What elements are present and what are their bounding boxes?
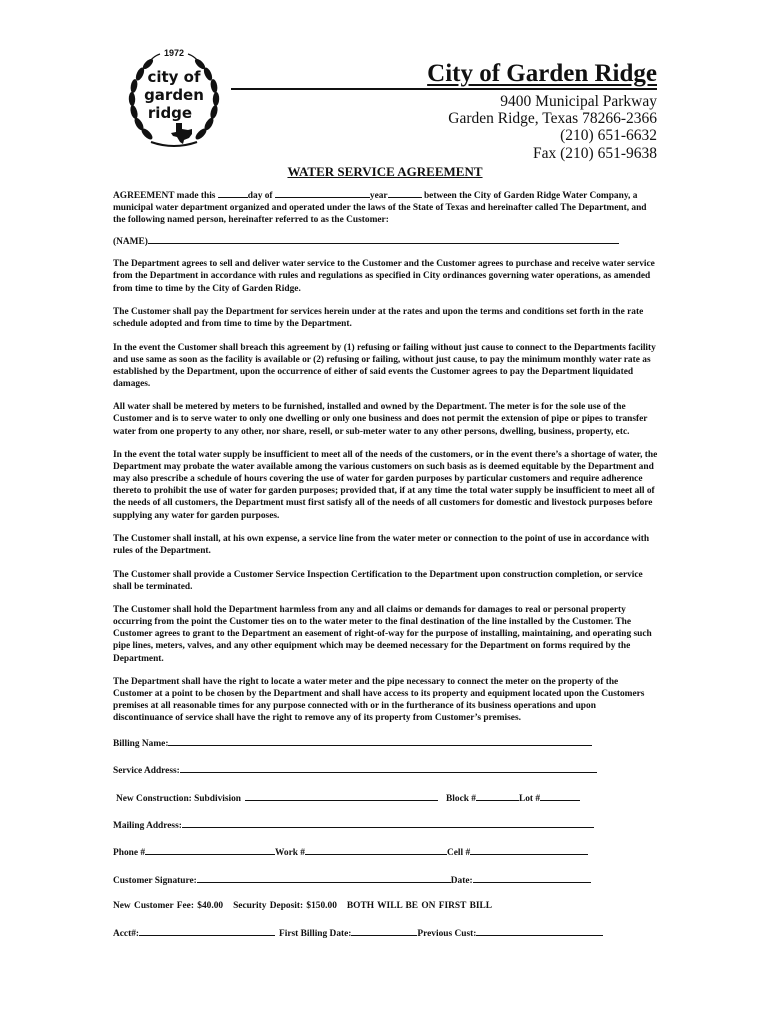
- lot-label: Lot #: [518, 793, 541, 804]
- agreement-body: [113, 188, 658, 953]
- date-label: Date:: [450, 875, 473, 886]
- mailing-address-field[interactable]: [182, 818, 594, 828]
- svg-text:city of: city of: [147, 68, 201, 86]
- svg-text:ridge: ridge: [147, 104, 193, 122]
- name-field[interactable]: [148, 234, 619, 244]
- lot-field[interactable]: [540, 791, 580, 801]
- billing-name-field[interactable]: [168, 736, 592, 746]
- first-billing-date-field[interactable]: [351, 926, 417, 936]
- block-field[interactable]: [476, 791, 519, 801]
- previous-cust-label: Previous Cust:: [417, 928, 477, 939]
- subdivision-field[interactable]: [245, 791, 438, 801]
- billing-name-label: Billing Name:: [113, 738, 169, 749]
- signature-row: [113, 873, 658, 887]
- first-billing-date-label: First Billing Date:: [279, 928, 352, 939]
- first-bill-note: BOTH WILL BE ON FIRST BILL: [346, 901, 492, 912]
- phone-number: (210) 651-6632: [560, 127, 657, 144]
- customer-signature-label: Customer Signature:: [113, 875, 197, 886]
- organization-name: City of Garden Ridge: [427, 60, 657, 87]
- phone-row: [113, 845, 658, 859]
- header-rule: [231, 88, 657, 90]
- cell-field[interactable]: [470, 845, 588, 855]
- city-seal-logo: [126, 44, 222, 154]
- acct-field[interactable]: [139, 926, 275, 936]
- opening-made-this: AGREEMENT made this: [113, 191, 218, 201]
- account-row: [113, 926, 658, 940]
- phone-field[interactable]: [145, 845, 275, 855]
- svg-text:1972: 1972: [163, 48, 185, 58]
- paragraph-sale: The Department agrees to sell and deliver water service to the Customer and the Customer agrees to purchase and receive water service from the Department in accordance with rules and regulations as specified in City ordinances governing water operations, as amended from time to time by the City of Garden Ridge.: [113, 259, 655, 294]
- phone-label: Phone #: [113, 848, 146, 859]
- block-label: Block #: [446, 793, 476, 804]
- cell-label: Cell #: [447, 848, 471, 859]
- paragraph-breach: In the event the Customer shall breach this agreement by (1) refusing or failing without just cause to connect to the Departments facility and use same as soon as the facility is available or (2) refusing or failing, without just cause, to pay the minimum monthly water rate as established by the Department, upon the occurrence of either of said events the Customer agrees to pay the Department liquidated damages.: [113, 342, 656, 389]
- paragraph-inspection: The Customer shall provide a Customer Service Inspection Certification to the Department upon construction completion, or service shall be terminated.: [113, 569, 643, 592]
- month-blank[interactable]: [275, 188, 370, 198]
- opening-year: year: [369, 191, 388, 201]
- mailing-address-label: Mailing Address:: [113, 820, 182, 831]
- fax-number: Fax (210) 651-9638: [533, 145, 657, 162]
- day-blank[interactable]: [218, 188, 248, 198]
- opening-rest: between the City of Garden Ridge Water Company, a municipal water department organized and operated under the laws of the State of Texas and hereinafter called The Department, and the following named person, hereinafter referred to as the Customer:: [113, 191, 647, 226]
- opening-day-of: day of: [247, 191, 275, 201]
- work-field[interactable]: [305, 845, 447, 855]
- service-address-row: [113, 763, 658, 777]
- svg-text:garden: garden: [144, 86, 204, 104]
- address-line-2: Garden Ridge, Texas 78266-2366: [448, 110, 657, 127]
- paragraph-service-line: The Customer shall install, at his own expense, a service line from the water meter or connection to the point of use in accordance with rules of the Department.: [113, 534, 650, 557]
- customer-name-line: [113, 234, 658, 248]
- mailing-address-row: [113, 818, 658, 832]
- name-label: (NAME): [113, 237, 148, 248]
- fees-row: [113, 900, 658, 912]
- work-label: Work #: [275, 848, 305, 859]
- customer-signature-field[interactable]: [197, 873, 451, 883]
- date-field[interactable]: [473, 873, 591, 883]
- opening-paragraph: [113, 188, 658, 226]
- paragraph-meter-location: The Department shall have the right to locate a water meter and the pipe necessary to connect the meter on the property of the Customer at a point to be chosen by the Department and shall have access to its property and equipment located upon the Customers premises at all reasonable times for any purpose connected with or in the furtherance of its business operations and upon discontinuance of service shall have the right to remove any of its property from Customer’s premises.: [113, 677, 645, 724]
- billing-name-row: [113, 736, 658, 750]
- new-customer-fee: New Customer Fee: $40.00: [113, 901, 224, 912]
- paragraph-harmless: The Customer shall hold the Department harmless from any and all claims or demands for damages to real or personal property occurring from the point the Customer ties on to the water meter to the final destination of the line installed by the Customer. The Customer agrees to grant to the Department an easement of right-of-way for the purpose of installing, maintaining, and operating such pipe lines, meters, valves, and any other equipment which may be deemed necessary for the Department on forms required by the Department.: [113, 605, 652, 664]
- paragraph-metering: All water shall be metered by meters to be furnished, installed and owned by the Department. The meter is for the sole use of the Customer and is to serve water to only one dwelling or only one business and does not permit the extension of pipe or pipes to transfer water from one property to any other, nor share, resell, or sub-meter water to any other persons, dwelling, business, property, etc.: [113, 402, 648, 437]
- new-construction-label: New Construction: Subdivision: [116, 793, 242, 804]
- new-construction-row: [113, 791, 658, 805]
- address-line-1: 9400 Municipal Parkway: [500, 93, 657, 110]
- year-blank[interactable]: [388, 188, 422, 198]
- paragraph-payment: The Customer shall pay the Department for services herein under at the rates and upon the terms and conditions set forth in the rate schedule adopted and from time to time by the Department.: [113, 307, 644, 330]
- previous-cust-field[interactable]: [476, 926, 603, 936]
- security-deposit: Security Deposit: $150.00: [233, 901, 337, 912]
- acct-label: Acct#:: [113, 928, 140, 939]
- service-address-field[interactable]: [180, 763, 597, 773]
- paragraph-shortage: In the event the total water supply be insufficient to meet all of the needs of the customers, or in the event there’s a shortage of water, the Department may probate the water available among the various customers on such basis as is deemed equitable by the Department and may also prescribe a schedule of hours covering the use of water for garden purposes by particular customers and require adherence thereto to prohibit the use of water for garden purposes; provided that, if at any time the total water supply be insufficient to meet all of the needs of all customers, the Department must first satisfy all of the needs of all customers for domestic and livestock purposes before supplying any water for garden purposes.: [113, 450, 658, 521]
- document-title: WATER SERVICE AGREEMENT: [287, 164, 483, 179]
- service-address-label: Service Address:: [113, 766, 180, 777]
